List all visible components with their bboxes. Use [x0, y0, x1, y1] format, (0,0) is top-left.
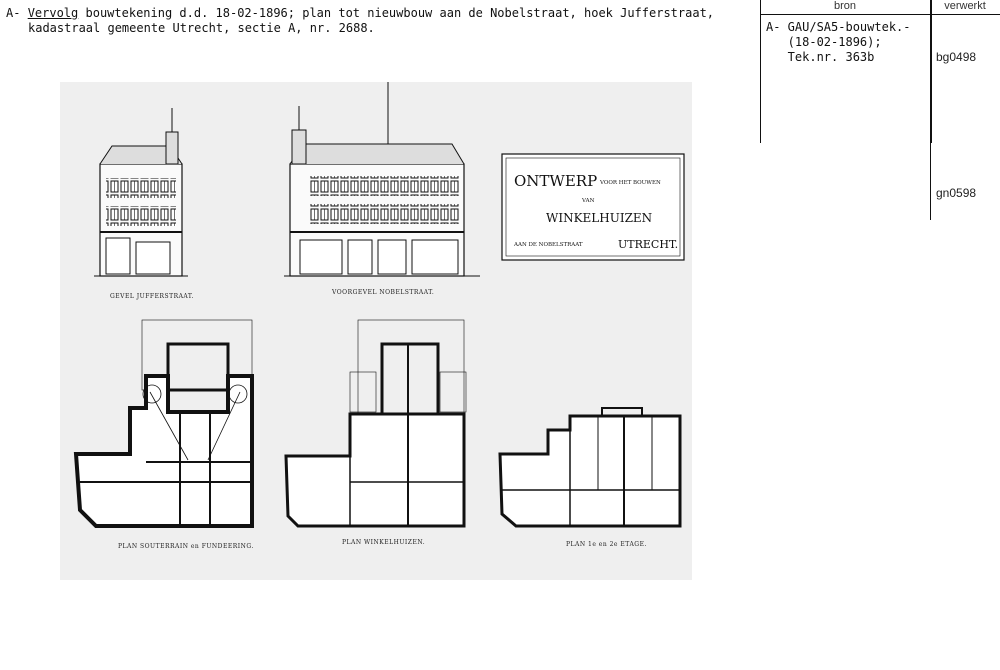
header-verwerkt: verwerkt — [944, 0, 986, 12]
title-winkelhuizen: WINKELHUIZEN — [546, 211, 653, 225]
title-ontwerp: ONTWERP — [514, 172, 598, 190]
label-voorgevel: VOORGEVEL NOBELSTRAAT. — [332, 289, 435, 296]
title-small-2: VAN — [582, 198, 595, 204]
title-small-1: VOOR HET BOUWEN — [600, 180, 661, 186]
label-plan-souterrain: PLAN SOUTERRAIN en FUNDEERING. — [118, 543, 254, 550]
caption-prefix: A- — [6, 6, 21, 20]
header-bron: bron — [833, 0, 857, 12]
plan-winkelhuizen — [286, 320, 466, 526]
source-reference: A- GAU/SA5-bouwtek.- (18-02-1896); Tek.nr. 363b — [766, 20, 911, 64]
header-divider — [760, 14, 1000, 15]
side-facade — [94, 108, 188, 276]
source-table — [760, 0, 1000, 220]
drawing-svg — [60, 82, 692, 580]
caption-line-1 — [6, 6, 746, 21]
code-gn: gn0598 — [936, 186, 977, 200]
label-plan-winkelhuizen: PLAN WINKELHUIZEN. — [342, 539, 426, 546]
plan-souterrain — [76, 320, 252, 526]
caption-line-2: kadastraal gemeente Utrecht, sectie A, nr. 2688. — [28, 21, 375, 35]
architectural-drawing — [60, 82, 692, 580]
column-divider — [930, 0, 931, 220]
caption-line1-text: bouwtekening d.d. 18-02-1896; plan tot nieuwbouw aan de Nobelstraat, hoek Jufferstraat, — [78, 6, 715, 20]
document-caption — [6, 6, 746, 36]
plan-etage — [500, 408, 680, 526]
label-gevel: GEVEL JUFFERSTRAAT. — [110, 293, 194, 300]
caption-vervolg: Vervolg — [27, 6, 79, 20]
label-plan-etage: PLAN 1e en 2e ETAGE. — [566, 541, 647, 548]
main-facade — [284, 82, 480, 276]
title-cartouche — [502, 154, 684, 260]
code-bg: bg0498 — [936, 50, 977, 64]
title-small-3: AAN DE NOBELSTRAAT — [514, 242, 583, 248]
title-city: UTRECHT. — [618, 238, 679, 251]
